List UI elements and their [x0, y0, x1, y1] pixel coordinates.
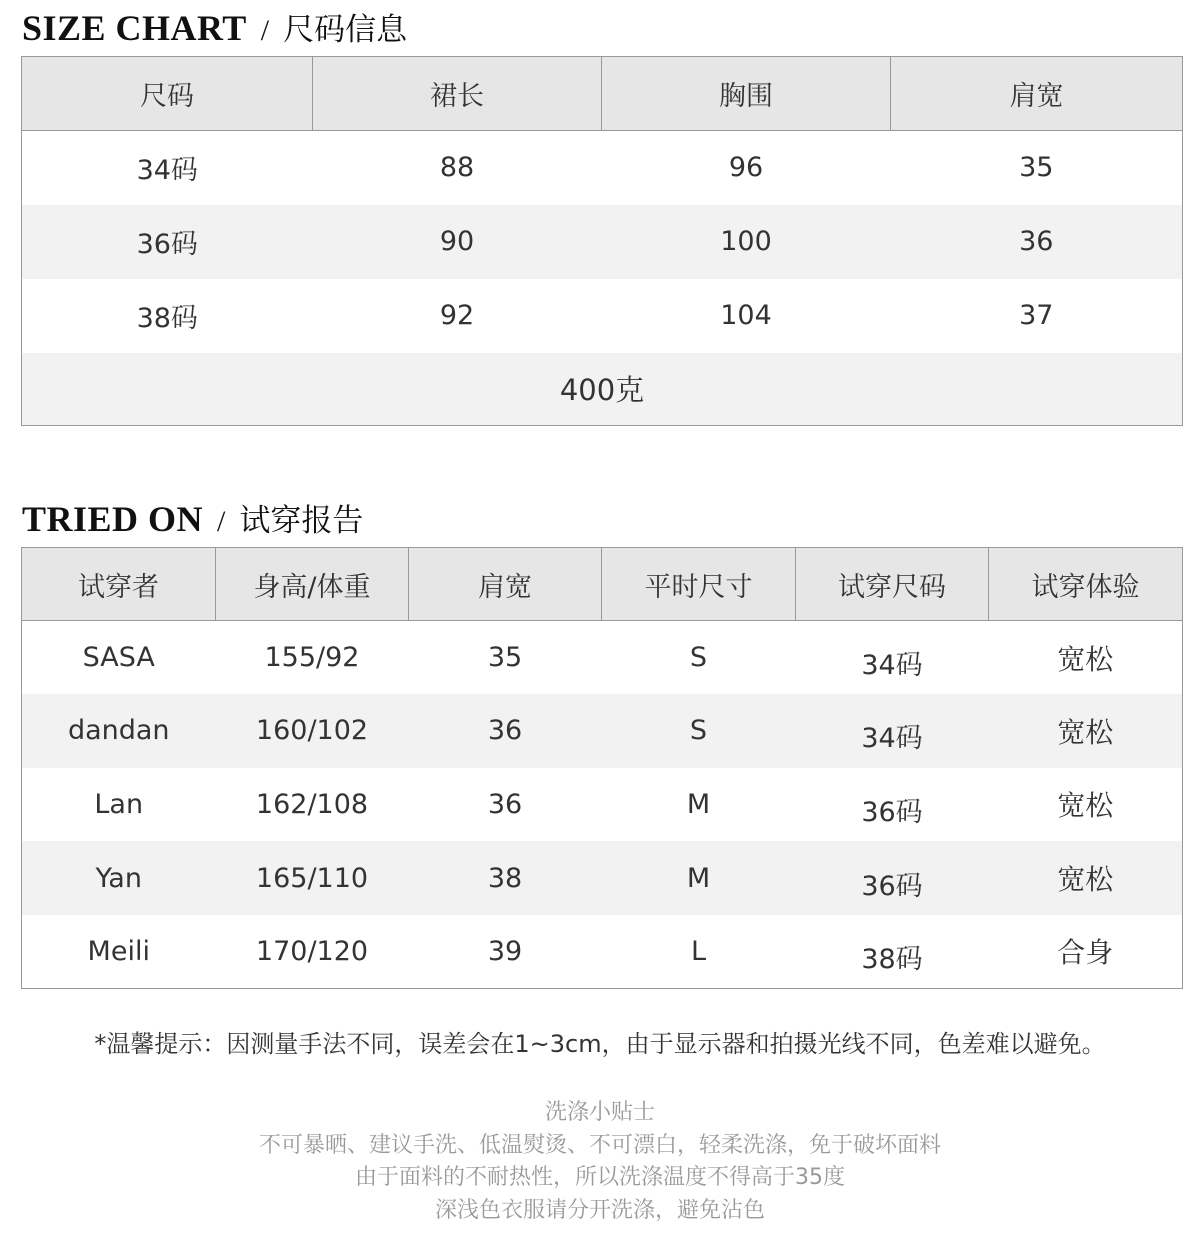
table-cell	[796, 694, 989, 768]
header-skirt-length: 裙长	[313, 57, 602, 131]
washing-tips-title: 洗涤小贴士	[544, 1100, 655, 1125]
table-cell: M	[686, 788, 711, 820]
tried-size-value: 36码	[861, 870, 923, 902]
table-cell: 36	[409, 694, 602, 768]
table-cell: 155/92	[264, 642, 360, 674]
header-fit-experience: 试穿体验	[989, 548, 1183, 621]
title-separator: /	[217, 505, 226, 538]
table-cell: 36	[891, 205, 1183, 279]
table-cell: 165/110	[216, 841, 409, 915]
table-cell	[796, 768, 989, 842]
table-row	[22, 205, 1183, 279]
table-cell: Yan	[22, 841, 216, 915]
weight-note-row	[22, 353, 1183, 426]
table-cell: Lan	[94, 788, 144, 820]
table-row	[22, 915, 1183, 989]
table-cell: 96	[728, 152, 764, 184]
table-row	[22, 279, 1183, 353]
tried-on-title	[22, 495, 363, 540]
table-cell: SASA	[82, 642, 155, 674]
washing-tips	[0, 1097, 1200, 1227]
table-cell	[796, 915, 989, 989]
header-tester: 试穿者	[22, 548, 216, 621]
table-cell: 39	[487, 935, 523, 967]
table-cell: dandan	[22, 694, 216, 768]
table-cell: 合身	[1057, 936, 1114, 970]
table-cell: 100	[602, 205, 891, 279]
table-row	[22, 131, 1183, 205]
table-cell: 36码	[22, 205, 313, 279]
header-tried-size: 试穿尺码	[796, 548, 989, 621]
table-cell: Meili	[87, 935, 150, 967]
washing-tip-line: 不可暴晒、建议手洗、低温熨烫、不可漂白，轻柔洗涤，免于破坏面料	[258, 1132, 941, 1158]
table-cell: 35	[1019, 152, 1054, 184]
table-cell: 90	[313, 205, 602, 279]
tried-size-value: 34码	[861, 650, 923, 682]
washing-tip-line: 深浅色衣服请分开洗涤，避免沾色	[434, 1197, 765, 1223]
tried-on-header-row	[22, 548, 1183, 621]
size-chart-title-cn: 尺码信息	[283, 12, 408, 48]
size-chart-title	[22, 4, 407, 49]
table-row	[22, 694, 1183, 768]
table-cell: 160/102	[216, 694, 409, 768]
washing-tip-line: 由于面料的不耐热性，所以洗涤温度不得高于35度	[355, 1165, 845, 1190]
header-size: 尺码	[22, 57, 313, 131]
table-cell: L	[690, 935, 707, 967]
table-cell: 38	[409, 841, 602, 915]
table-cell: 162/108	[255, 788, 369, 820]
table-row	[22, 841, 1183, 915]
table-cell: 170/120	[255, 935, 369, 967]
table-cell	[796, 621, 989, 695]
title-separator: /	[260, 14, 270, 47]
tried-size-value: 36码	[861, 796, 923, 828]
header-usual-size: 平时尺寸	[602, 548, 796, 621]
table-cell: 宽松	[989, 694, 1183, 768]
size-chart-table	[21, 56, 1183, 426]
table-cell: 宽松	[1057, 789, 1114, 823]
header-height-weight: 身高/体重	[216, 548, 409, 621]
size-chart-header-row	[22, 57, 1183, 131]
size-chart-title-en: SIZE CHART	[22, 8, 247, 48]
table-cell: S	[689, 642, 708, 674]
tried-size-value: 34码	[861, 723, 923, 755]
table-cell: 36	[487, 788, 523, 820]
tried-on-table	[21, 547, 1183, 989]
table-cell: 宽松	[1057, 642, 1114, 676]
table-cell: 92	[439, 300, 475, 331]
table-cell: 38码	[136, 303, 198, 334]
measurement-tip: *温馨提示：因测量手法不同，误差会在1~3cm，由于显示器和拍摄光线不同，色差难以避免。	[94, 1030, 1106, 1058]
table-cell: 88	[439, 152, 475, 184]
table-cell: 34码	[136, 155, 198, 187]
table-cell: M	[602, 841, 796, 915]
header-shoulder-width: 肩宽	[891, 57, 1183, 131]
header-shoulder-width: 肩宽	[409, 548, 602, 621]
header-bust: 胸围	[602, 57, 891, 131]
tried-on-title-en: TRIED ON	[22, 499, 204, 539]
table-cell	[796, 841, 989, 915]
weight-note: 400克	[22, 353, 1183, 426]
tried-on-title-cn: 试穿报告	[239, 503, 364, 539]
table-cell: 35	[487, 642, 523, 674]
table-cell: 37	[1019, 300, 1054, 331]
table-cell: S	[602, 694, 796, 768]
table-row	[22, 768, 1183, 842]
table-cell: 宽松	[989, 841, 1183, 915]
tried-size-value: 38码	[861, 943, 923, 975]
table-row	[22, 621, 1183, 695]
table-cell: 104	[720, 300, 772, 331]
